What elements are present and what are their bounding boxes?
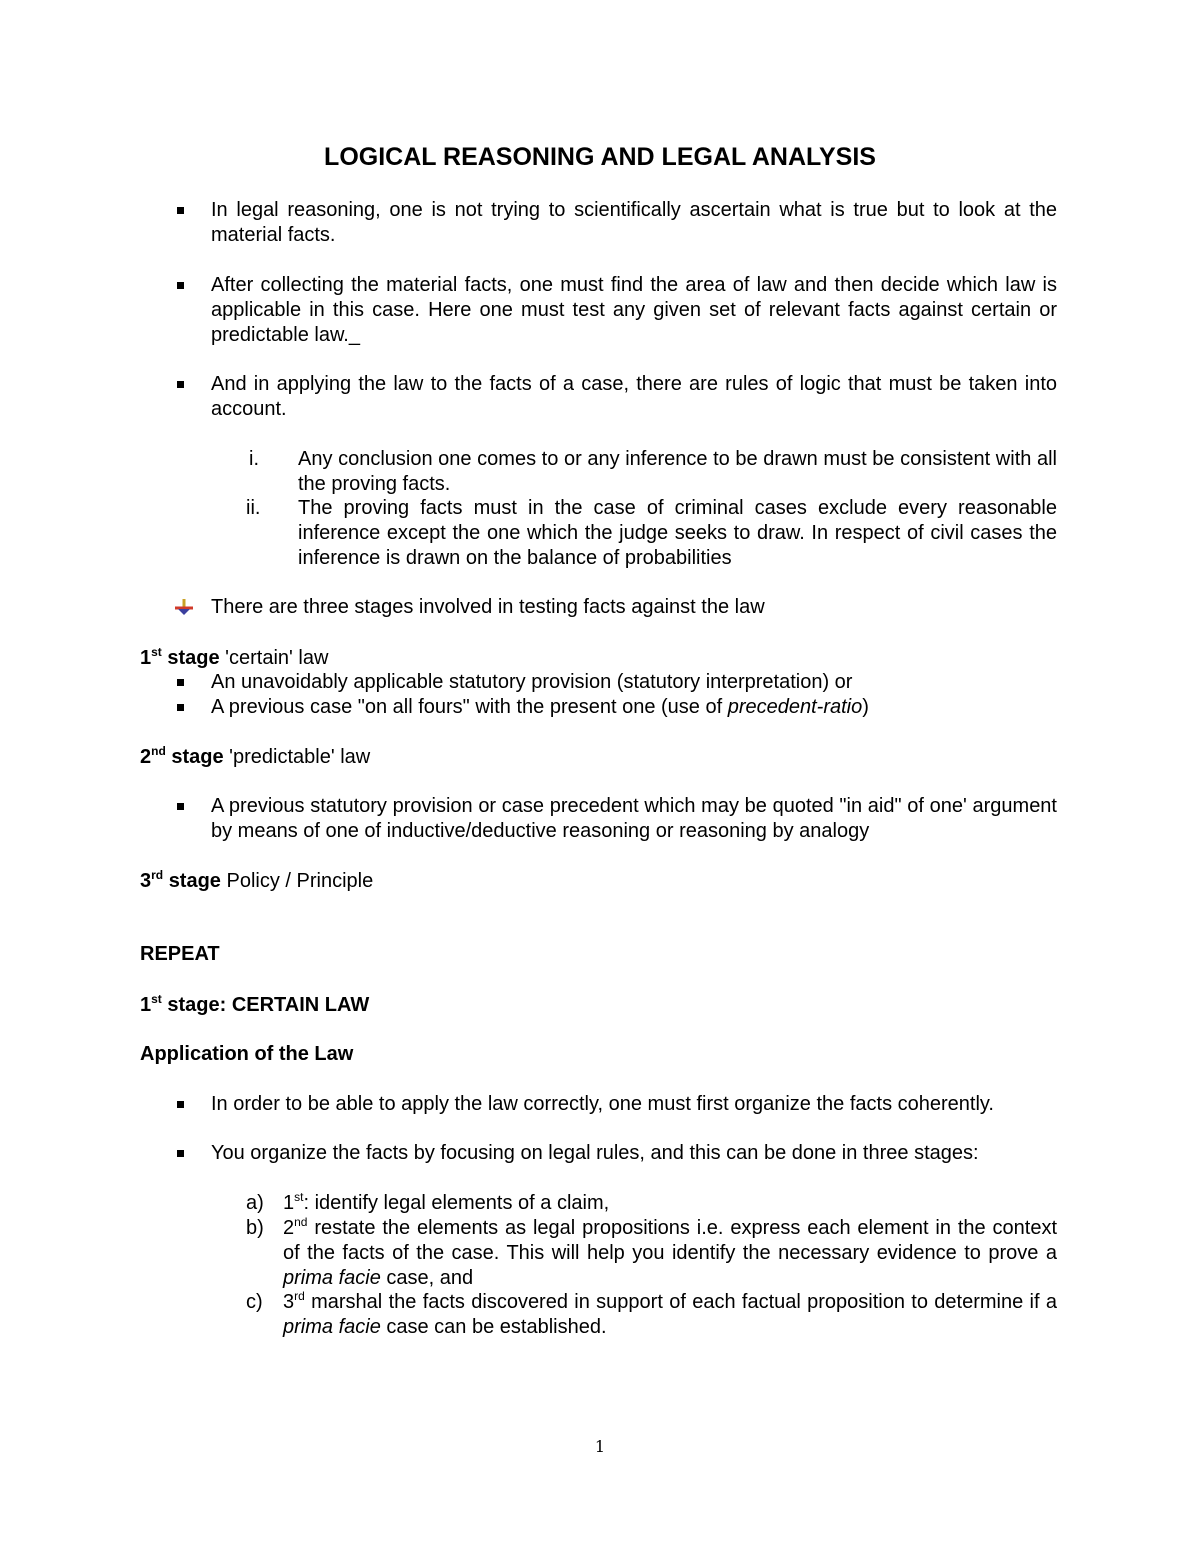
logic-rule-1: Any conclusion one comes to or any inference to be drawn must be consistent with all the proving facts.	[298, 448, 1057, 495]
intro-bullet-3: And in applying the law to the facts of a case, there are rules of logic that must be taken into account.	[211, 373, 1057, 420]
repeat-heading: REPEAT	[140, 943, 220, 965]
intro-bullet-2: After collecting the material facts, one must find the area of law and then decide which law is applicable in this case. Here one must test any given set of relevant facts against certain or predictable law._	[211, 274, 1057, 346]
bullet-marker	[177, 704, 184, 711]
intro-bullet-1: In legal reasoning, one is not trying to scientifically ascertain what is true but to look at the material facts.	[211, 199, 1057, 246]
rule-number-ii: ii.	[246, 497, 261, 519]
logic-rule-2: The proving facts must in the case of criminal cases exclude every reasonable inference except the one which the judge seeks to draw. In respect of civil cases the inference is drawn on the balance of probabilities	[298, 497, 1057, 569]
arrow-down-icon	[174, 598, 194, 616]
stage-1-heading: 1st stage 'certain' law	[140, 645, 329, 669]
stage-1-bullet-2: A previous case "on all fours" with the present one (use of precedent-ratio)	[211, 696, 869, 718]
bullet-marker	[177, 381, 184, 388]
bullet-marker	[177, 1150, 184, 1157]
bullet-marker	[177, 282, 184, 289]
step-c-label: c)	[246, 1291, 263, 1313]
stage-3-heading: 3rd stage Policy / Principle	[140, 868, 374, 892]
bullet-marker	[177, 207, 184, 214]
stage-1-bullet-1: An unavoidably applicable statutory provision (statutory interpretation) or	[211, 671, 853, 693]
step-c-text: 3rd marshal the facts discovered in support of each factual proposition to determine if a prima facie case can be established.	[283, 1289, 1057, 1338]
bullet-marker	[177, 1101, 184, 1108]
certain-law-heading: 1st stage: CERTAIN LAW	[140, 992, 370, 1016]
three-stages-line: There are three stages involved in testing facts against the law	[211, 596, 765, 618]
application-bullet-1: In order to be able to apply the law correctly, one must first organize the facts coherently.	[211, 1093, 994, 1115]
step-b-label: b)	[246, 1217, 264, 1239]
step-a-label: a)	[246, 1192, 264, 1214]
application-heading: Application of the Law	[140, 1043, 354, 1065]
rule-number-i: i.	[249, 448, 259, 470]
stage-2-heading: 2nd stage 'predictable' law	[140, 744, 371, 768]
document-title: LOGICAL REASONING AND LEGAL ANALYSIS	[324, 143, 876, 171]
application-bullet-2: You organize the facts by focusing on legal rules, and this can be done in three stages:	[211, 1142, 979, 1164]
stage-2-bullet: A previous statutory provision or case precedent which may be quoted "in aid" of one' argument by means of one of inductive/deductive reasoning or reasoning by analogy	[211, 795, 1057, 842]
step-a-text: 1st: identify legal elements of a claim,	[283, 1190, 610, 1214]
step-b-text: 2nd restate the elements as legal propositions i.e. express each element in the context of the facts of the case. This will help you identify the necessary evidence to prove a prima facie case, and	[283, 1215, 1057, 1289]
bullet-marker	[177, 803, 184, 810]
bullet-marker	[177, 679, 184, 686]
page-number: 1	[594, 1437, 606, 1456]
